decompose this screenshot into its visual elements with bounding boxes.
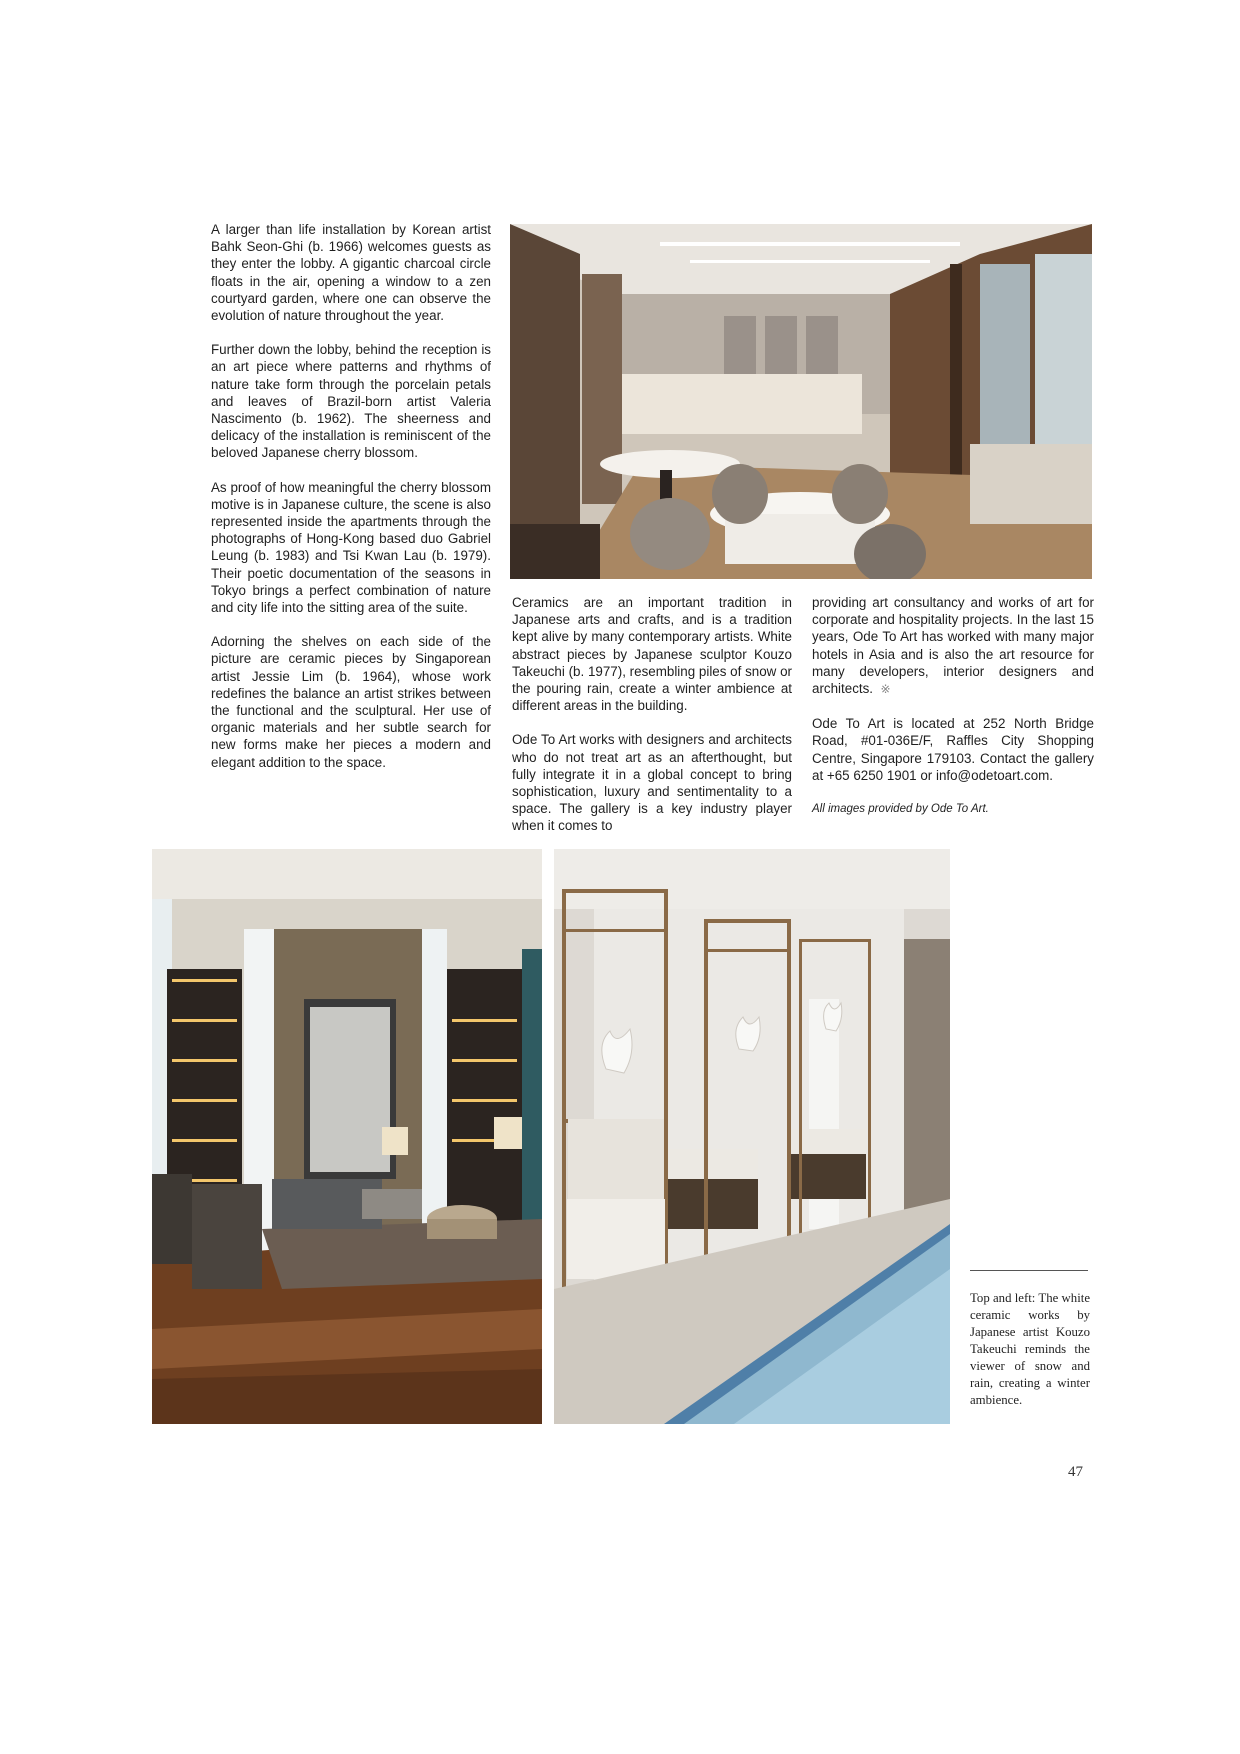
paragraph-ode-to-art-designers: Ode To Art works with designers and architects who do not treat art as an afterthought, but fully integrate it in a global concept to bring sophistication, luxury and sentimentality to a space. The gallery is a key industry player when it comes to: [512, 732, 792, 834]
image-credit: All images provided by Ode To Art.: [812, 803, 989, 816]
article-column-middle: [512, 594, 792, 852]
lounge-photo: [152, 849, 542, 1424]
art-consultancy-text: providing art consultancy and works of art for corporate and hospitality projects. In the last 15 years, Ode To Art has worked with many major hotels in Asia and is also the art resource for many developers, interior designers and architects.: [812, 595, 1094, 697]
paragraph-art-consultancy: [812, 594, 1094, 698]
article-column-left: [211, 221, 491, 788]
restaurant-photo-illustration: [510, 224, 1092, 579]
lounge-photo-illustration: [152, 849, 542, 1424]
paragraph-kouzo-takeuchi: Ceramics are an important tradition in Japanese arts and crafts, and is a tradition kept alive by many contemporary artists. White abstract pieces by Japanese sculptor Kouzo Takeuchi (b. 1977), resembling piles of snow or the pouring rain, create a winter ambience at different areas in the building.: [512, 595, 792, 714]
paragraph-valeria-nascimento: Further down the lobby, behind the reception is an art piece where patterns and rhythms of nature take form through the porcelain petals and leaves of Brazil-born artist Valeria Nascimento (b. 1962). The sheerness and delicacy of the installation is reminiscent of the beloved Japanese cherry blossom.: [211, 342, 491, 461]
article-column-right: [812, 594, 1094, 835]
paragraph-jessie-lim: Adorning the shelves on each side of the picture are ceramic pieces by Singaporean artist Jessie Lim (b. 1964), whose work redefines the balance an artist strikes between the functional and the sculptural. Her use of organic materials and her subtle search for new forms make her pieces a modern and elegant addition to the space.: [211, 634, 491, 770]
restaurant-photo: [510, 224, 1092, 579]
photo-caption: Top and left: The white ceramic works by Japanese artist Kouzo Takeuchi reminds the viewer of snow and rain, creating a winter ambience.: [970, 1291, 1090, 1407]
paragraph-bahk-seon-ghi: A larger than life installation by Korean artist Bahk Seon-Ghi (b. 1966) welcomes guests as they enter the lobby. A gigantic charcoal circle floats in the air, opening a window to a zen courtyard garden, where one can observe the evolution of nature throughout the year.: [211, 222, 491, 324]
paragraph-cherry-blossom: As proof of how meaningful the cherry blossom motive is in Japanese culture, the scene is also represented inside the apartments through the photographs of Hong-Kong based duo Gabriel Leung (b. 1983) and Tsi Kwan Lau (b. 1979). Their poetic documentation of the seasons in Tokyo brings a perfect combination of nature and city life into the sitting area of the suite.: [211, 479, 491, 616]
caption-divider: [970, 1270, 1088, 1271]
ceramics-photo-illustration: [554, 849, 950, 1424]
page-number: 47: [1068, 1464, 1083, 1480]
end-mark: ※: [880, 682, 891, 697]
paragraph-gallery-contact: Ode To Art is located at 252 North Bridge Road, #01-036E/F, Raffles City Shopping Centre, Singapore 179103. Contact the gallery at +65 6250 1901 or info@odetoart.com.: [812, 716, 1094, 783]
ceramics-photo: [554, 849, 950, 1424]
